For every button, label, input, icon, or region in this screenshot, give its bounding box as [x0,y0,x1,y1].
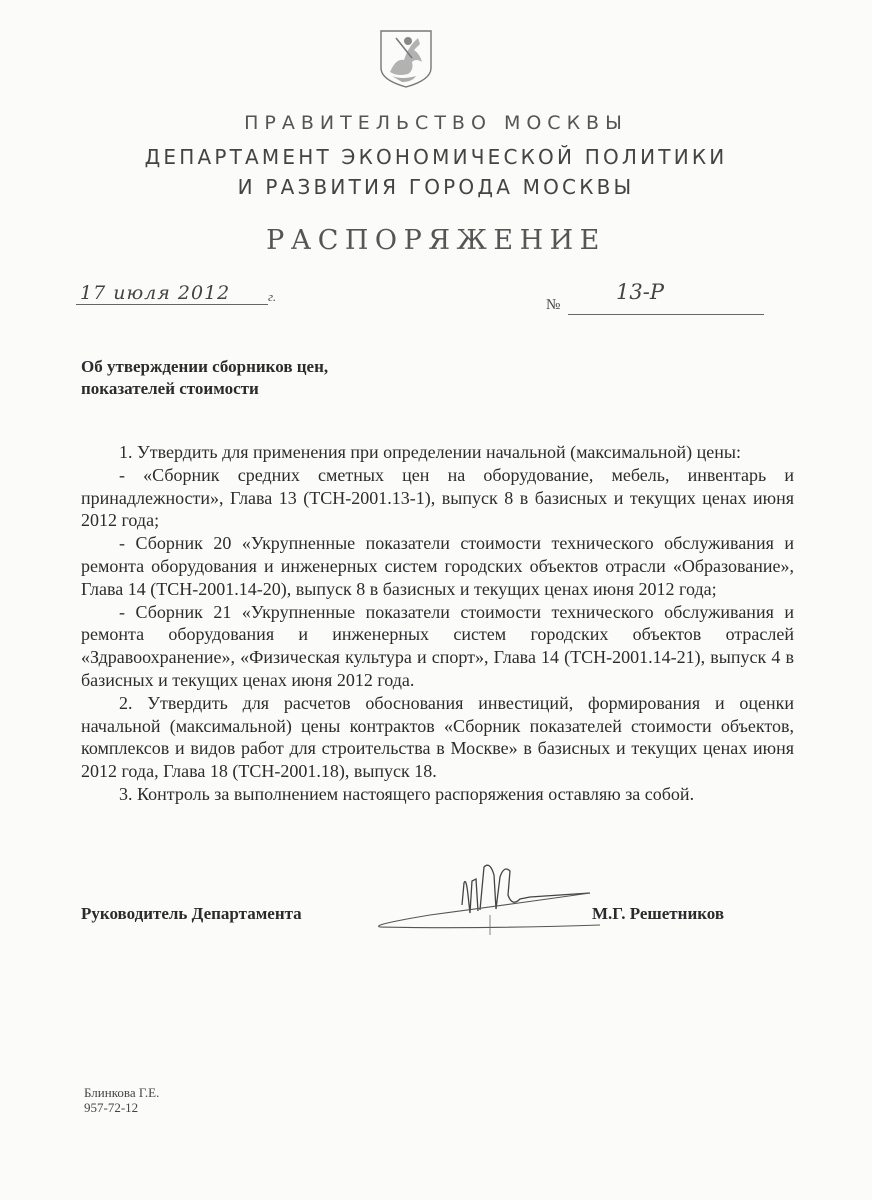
number-underline [568,314,764,315]
handwritten-number: 13-Р [616,280,664,304]
date-suffix: г. [268,289,277,304]
date-underline [76,303,268,305]
government-name: ПРАВИТЕЛЬСТВО МОСКВЫ [244,112,628,134]
executor-name: Блинкова Г.Е. [84,1085,160,1100]
body-paragraph: - Сборник 20 «Укрупненные показатели стоимости технического обслуживания и ремонта оборудования и инженерных систем городских объектов отрасли «Образование», Глава 14 (ТСН-2001.14-20), выпуск 8 в базисных и текущих ценах июня 2012 года; [81,533,794,599]
signatory-name: М.Г. Решетников [592,904,725,923]
coat-of-arms-emblem [378,28,434,90]
document-type-title: РАСПОРЯЖЕНИЕ [266,225,606,256]
body-paragraph: - Сборник 21 «Укрупненные показатели стоимости технического обслуживания и ремонта оборудования и инженерных систем городских объектов отраслей «Здравоохранение», «Физическая культура и спорт», Глава 14 (ТСН-2001.14-21), выпуск 4 в базисных и текущих ценах июня 2012 года. [81,601,794,690]
number-label: № [546,297,561,313]
subject-line-2: показателей стоимости [81,379,259,398]
executor-phone: 957-72-12 [84,1100,139,1115]
department-name [0,142,872,202]
signatory-role: Руководитель Департамента [81,904,302,923]
executor-info [84,1085,159,1115]
department-line-2: И РАЗВИТИЯ ГОРОДА МОСКВЫ [237,175,635,199]
body-paragraph: 2. Утвердить для расчетов обоснования инвестиций, формирования и оценки начальной (максимальной) цены контрактов «Сборник показателей стоимости объектов, комплексов и видов работ для строительства в Москве» в базисных и текущих ценах июня 2012 года, Глава 18 (ТСН-2001.18), выпуск 18. [81,692,794,782]
document-subject [81,356,328,400]
body-paragraph: - «Сборник средних сметных цен на оборудование, мебель, инвентарь и принадлежности», Глава 13 (ТСН-2001.13-1), выпуск 8 в базисных и текущих ценах июня 2012 года; [81,464,794,531]
document-body [81,441,794,806]
subject-line-1: Об утверждении сборников цен, [81,357,329,376]
body-paragraph: 3. Контроль за выполнением настоящего распоряжения оставляю за собой. [119,783,695,804]
body-paragraph: 1. Утвердить для применения при определении начальной (максимальной) цены: [119,442,741,462]
handwritten-date: 17 июля 2012 [80,282,231,304]
handwritten-signature [370,855,620,935]
department-line-1: ДЕПАРТАМЕНТ ЭКОНОМИЧЕСКОЙ ПОЛИТИКИ [144,145,728,169]
